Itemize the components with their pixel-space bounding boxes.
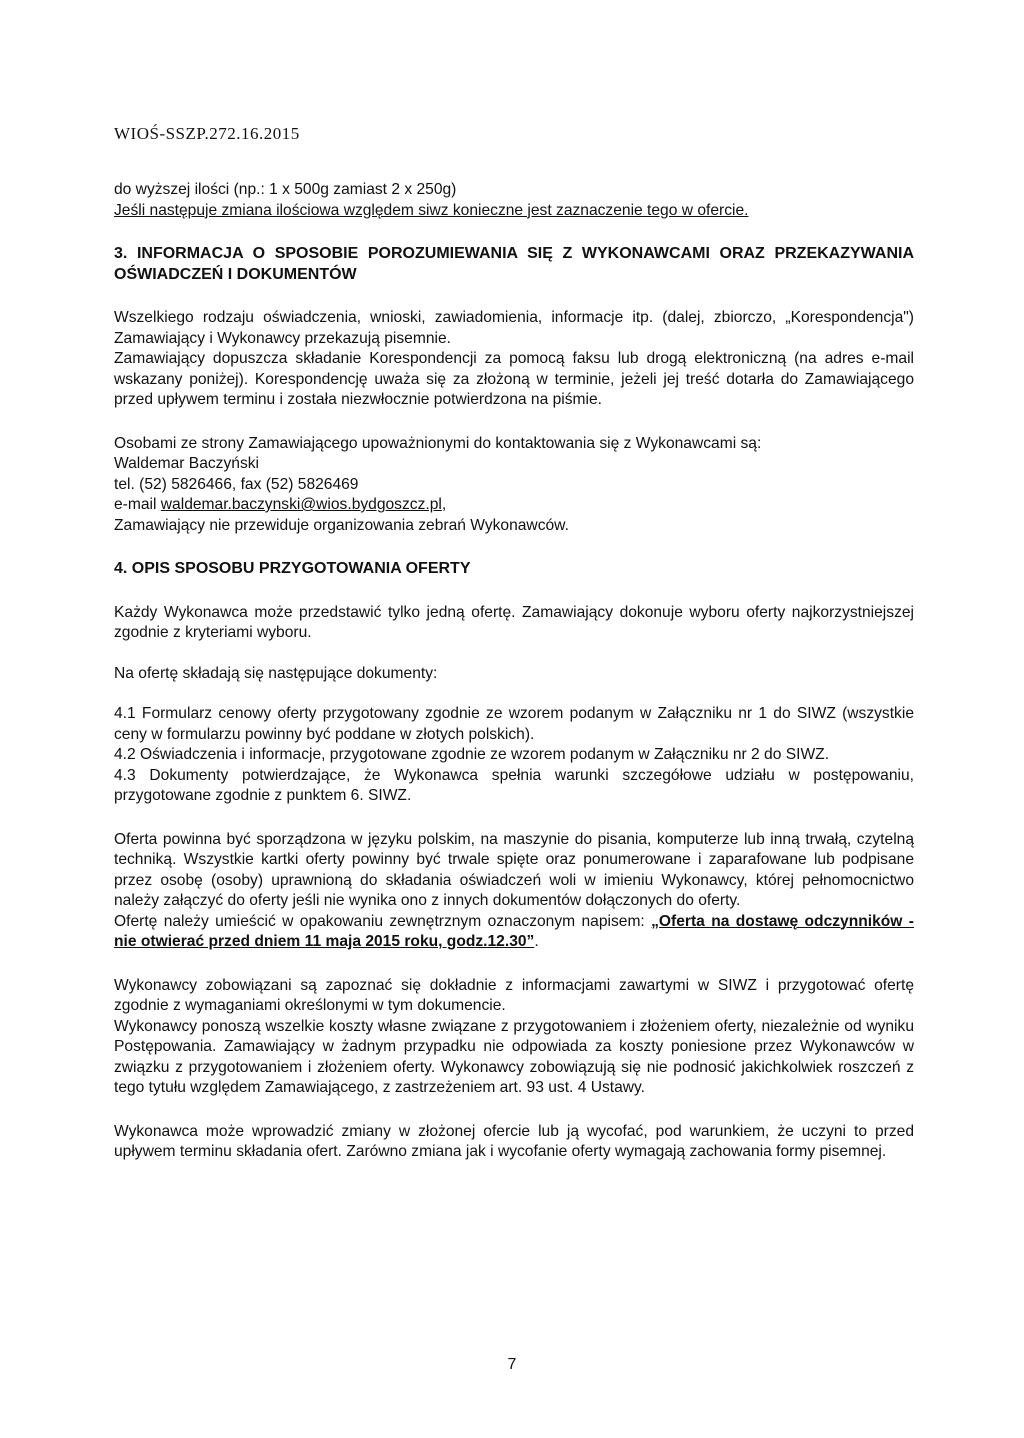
section-3-heading: 3. INFORMACJA O SPOSOBIE POROZUMIEWANIA SIĘ Z WYKONAWCAMI ORAZ PRZEKAZYWANIA OŚWIADCZEŃ I DOKUMENTÓW (114, 245, 914, 283)
contact-block (114, 434, 914, 537)
contact-phone: tel. (52) 5826466, fax (52) 5826469 (114, 475, 359, 493)
document-item: 4.1 Formularz cenowy oferty przygotowany zgodnie ze wzorem podanym w Załączniku nr 1 do SIWZ (wszystkie ceny w formularzu powinny być poddane w złotych polskich). (114, 705, 914, 743)
email-suffix: , (441, 496, 447, 513)
intro-note: Jeśli następuje zmiana ilościowa względem siwz konieczne jest zaznaczenie tego w ofercie. (114, 201, 749, 219)
section-4-heading: 4. OPIS SPOSOBU PRZYGOTOWANIA OFERTY (114, 560, 471, 577)
changes-paragraph: Wykonawca może wprowadzić zmiany w złożonej ofercie lub ją wycofać, pod warunkiem, że uczyni to przed upływem terminu składania ofert. Zarówno zmiana jak i wycofanie oferty wymagają zachowania formy pisemnej. (114, 1122, 914, 1160)
envelope-paragraph (114, 912, 914, 953)
contact-email-line (114, 495, 914, 516)
contact-intro: Osobami ze strony Zamawiającego upoważnionymi do kontaktowania się z Wykonawcami są: (114, 434, 762, 452)
email-prefix: e-mail (114, 496, 161, 513)
costs-paragraph: Wykonawcy ponoszą wszelkie koszty własne związane z przygotowaniem i złożeniem oferty, niezależnie od wyniku Postępowania. Zamawiający w żadnym przypadku nie odpowiada za koszty poniesione przez Wykonawców w związku z przygotowaniem i złożeniem oferty. Wykonawcy zobowiązują się nie podnosić jakichkolwiek roszczeń z tego tytułu względem Zamawiającego, z zastrzeżeniem art. 93 ust. 4 Ustawy. (114, 1017, 914, 1096)
envelope-text: Ofertę należy umieścić w opakowaniu zewnętrznym oznaczonym napisem: (114, 912, 652, 930)
document-item: 4.3 Dokumenty potwierdzające, że Wykonawca spełnia warunki szczegółowe udziału w postępowaniu, przygotowane zgodnie z punktem 6. SIWZ. (114, 766, 914, 804)
no-meetings-note: Zamawiający nie przewiduje organizowania zebrań Wykonawców. (114, 516, 569, 534)
email-link[interactable]: waldemar.baczynski@wios.bydgoszcz.pl (160, 496, 442, 513)
page-content (114, 180, 914, 1163)
documents-list (114, 704, 914, 807)
documents-intro: Na ofertę składają się następujące dokumenty: (114, 664, 438, 682)
section-3-paragraph-fax-email: Zamawiający dopuszcza składanie Korespondencji za pomocą faksu lub drogą elektroniczną (na adres e-mail wskazany poniżej). Korespondencję uważa się za złożoną w terminie, jeżeli jej treść dotarła do Zamawiającego przed upływem terminu i została niezwłocznie potwierdzona na piśmie. (114, 350, 914, 408)
intro-line: do wyższej ilości (np.: 1 x 500g zamiast 2 x 250g) (114, 181, 457, 198)
envelope-end: . (534, 933, 539, 950)
offer-language-paragraph: Oferta powinna być sporządzona w języku polskim, na maszynie do pisania, komputerze lub inną trwałą, czytelną techniką. Wszystkie kartki oferty powinny być trwale spięte oraz ponumerowane i zaparafowane lub podpisane przez osobę (osoby) uprawnioną do składania oświadczeń woli w imieniu Wykonawcy, której pełnomocnictwo należy załączyć do oferty jeśli nie wynika ono z innych dokumentów dołączonych do oferty. (114, 830, 914, 909)
document-reference: WIOŚ-SSZP.272.16.2015 (114, 124, 300, 143)
section-4-paragraph-one-offer: Każdy Wykonawca może przedstawić tylko jedną ofertę. Zamawiający dokonuje wyboru oferty najkorzystniejszej zgodnie z kryteriami wyboru. (114, 603, 914, 641)
contact-name: Waldemar Baczyński (114, 455, 260, 472)
page-number: 7 (507, 1356, 517, 1373)
document-item: 4.2 Oświadczenia i informacje, przygotowane zgodnie ze wzorem podanym w Załączniku nr 2 do SIWZ. (114, 746, 830, 763)
section-3-paragraph-correspondence: Wszelkiego rodzaju oświadczenia, wnioski, zawiadomienia, informacje itp. (dalej, zbiorczo, „Korespondencja") Zamawiający i Wykonawcy przekazują pisemnie. (114, 309, 914, 347)
envelope-label: „Oferta na dostawę odczynników - nie otwierać przed dniem 11 maja 2015 roku, godz.12.30” (114, 912, 914, 950)
familiarize-paragraph: Wykonawcy zobowiązani są zapoznać się dokładnie z informacjami zawartymi w SIWZ i przygotować ofertę zgodnie z wymaganiami określonymi w tym dokumencie. (114, 976, 914, 1014)
